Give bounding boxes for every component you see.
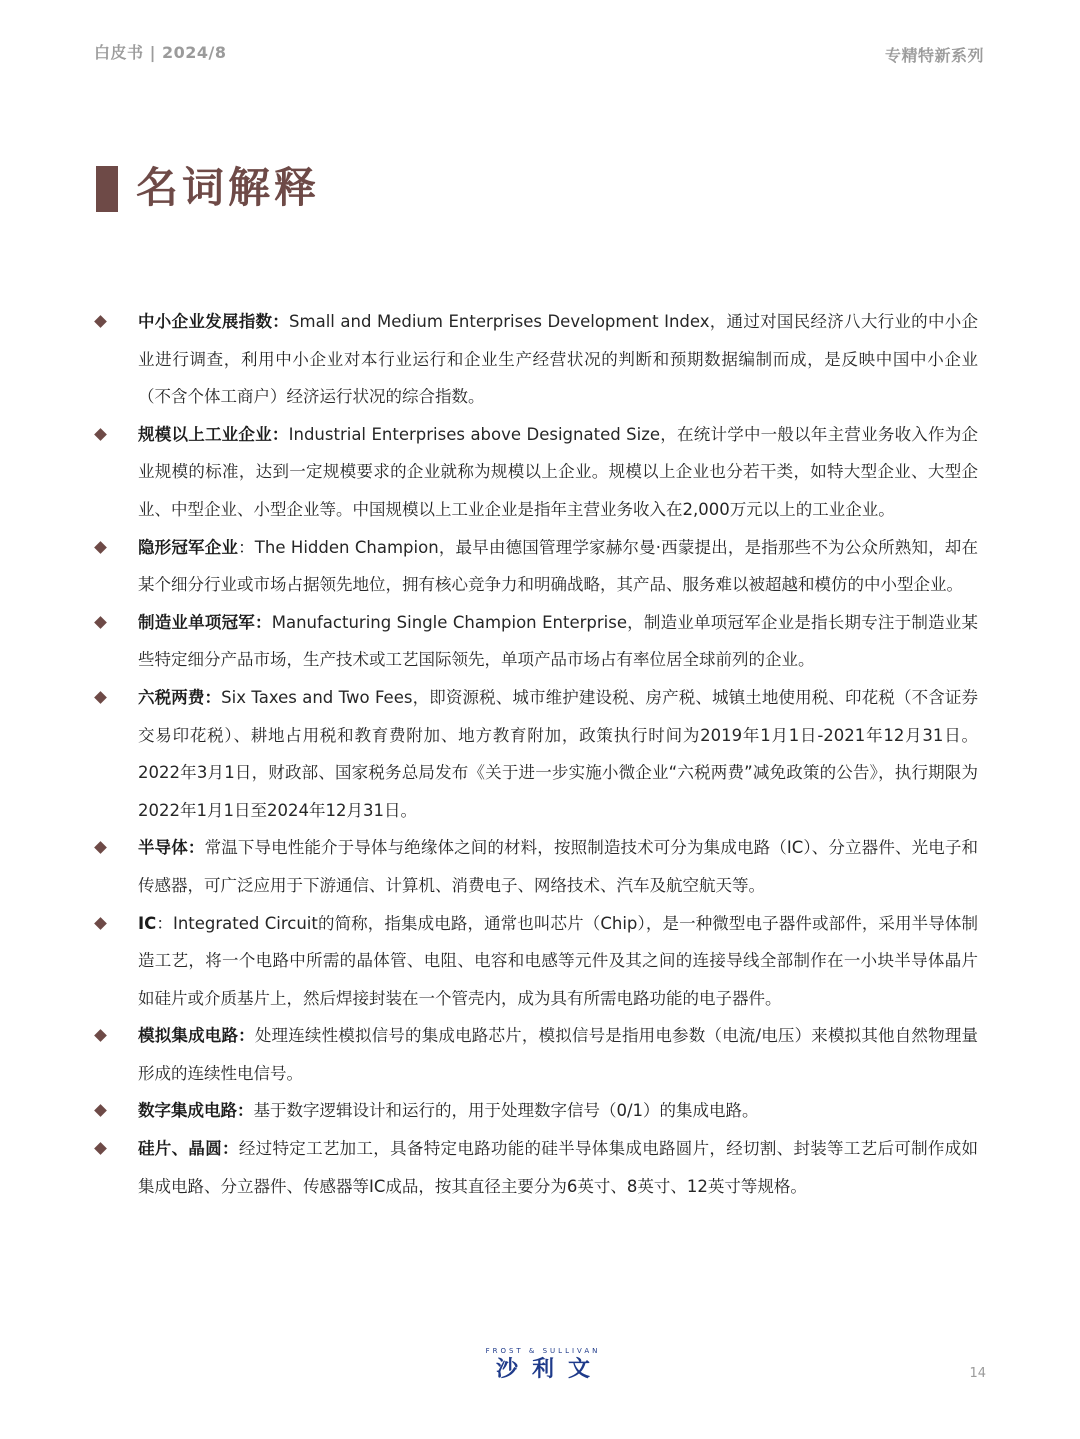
glossary-definition: 处理连续性模拟信号的集成电路芯片，模拟信号是指用电参数（电流/电压）来模拟其他自然物理量形成的连续性电信号。: [138, 1026, 979, 1083]
glossary-term: 模拟集成电路：: [138, 1026, 255, 1046]
glossary-definition: 经过特定工艺加工，具备特定电路功能的硅半导体集成电路圆片，经切割、封装等工艺后可制作成如集成电路、分立器件、传感器等IC成品，按其直径主要分为6英寸、8英寸、12英寸等规格。: [138, 1139, 979, 1196]
diamond-bullet-icon: [94, 1105, 107, 1118]
logo-english-text: FROST & SULLIVAN: [485, 1347, 601, 1355]
header-series-label: 专精特新系列: [884, 46, 984, 65]
diamond-bullet-icon: [94, 428, 107, 441]
glossary-definition: ：The Hidden Champion，最早由德国管理学家赫尔曼·西蒙提出，是指那些不为公众所熟知，却在某个细分行业或市场占据领先地位，拥有核心竞争力和明确战略，其产品、服务难以被超越和模仿的中小型企业。: [138, 537, 978, 595]
glossary-list: [96, 303, 978, 1205]
diamond-bullet-icon: [94, 616, 107, 629]
glossary-term: 数字集成电路：: [138, 1101, 254, 1121]
page-title: 名词解释: [136, 163, 321, 212]
glossary-item: [96, 529, 978, 604]
glossary-item: [96, 829, 978, 904]
diamond-bullet-icon: [94, 315, 107, 328]
header-report-label: 白皮书 | 2024/8: [94, 43, 227, 62]
page-number: 14: [969, 1366, 986, 1381]
glossary-term: 半导体：: [138, 838, 205, 858]
glossary-term: 制造业单项冠军：: [138, 612, 272, 632]
glossary-term: IC: [138, 913, 157, 933]
glossary-item: [96, 1130, 978, 1205]
glossary-item: [96, 679, 978, 829]
glossary-item: [96, 416, 978, 529]
glossary-definition: 基于数字逻辑设计和运行的，用于处理数字信号（0/1）的集成电路。: [253, 1101, 759, 1121]
glossary-definition: Industrial Enterprises above Designated Size，在统计学中一般以年主营业务收入作为企业规模的标准，达到一定规模要求的企业就称为规模以上企业。规模以上企业也分若干类，如特大型企业、大型企业、中型企业、小型企业等。中国规模以上工业企业是指年主营业务收入在2,000万元以上的工业企业。: [138, 424, 979, 519]
title-accent-bar: [96, 166, 118, 212]
glossary-definition: 常温下导电性能介于导体与绝缘体之间的材料，按照制造技术可分为集成电路（IC）、分立器件、光电子和传感器，可广泛应用于下游通信、计算机、消费电子、网络技术、汽车及航空航天等。: [138, 838, 979, 895]
diamond-bullet-icon: [94, 917, 107, 930]
glossary-definition: Small and Medium Enterprises Development Index，通过对国民经济八大行业的中小企业进行调查，利用中小企业对本行业运行和企业生产经营状况的判断和预期数据编制而成，是反映中国中小企业（不含个体工商户）经济运行状况的综合指数。: [138, 312, 979, 407]
glossary-definition: Manufacturing Single Champion Enterprise，制造业单项冠军企业是指长期专注于制造业某些特定细分产品市场，生产技术或工艺国际领先，单项产品市场占有率位居全球前列的企业。: [138, 612, 979, 670]
logo-chinese-text: 沙利文: [495, 1357, 604, 1382]
glossary-term: 隐形冠军企业: [138, 537, 239, 557]
glossary-term: 硅片、晶圆：: [138, 1139, 239, 1159]
diamond-bullet-icon: [94, 1029, 107, 1042]
frost-sullivan-logo: [470, 1346, 616, 1384]
diamond-bullet-icon: [94, 691, 107, 704]
glossary-term: 中小企业发展指数：: [138, 312, 290, 331]
diamond-bullet-icon: [94, 841, 107, 854]
glossary-definition: Six Taxes and Two Fees，即资源税、城市维护建设税、房产税、城镇土地使用税、印花税（不含证券交易印花税）、耕地占用税和教育费附加、地方教育附加，政策执行时间为2019年1月1日-2021年12月31日。2022年3月1日，财政部、国家税务总局发布《关于进一步实施小微企业“六税两费”减免政策的公告》，执行期限为2022年1月1日至2024年12月31日。: [138, 687, 978, 820]
glossary-term: 六税两费：: [138, 687, 222, 707]
diamond-bullet-icon: [94, 1142, 107, 1155]
glossary-term: 规模以上工业企业：: [138, 424, 289, 444]
glossary-item: [96, 604, 978, 679]
diamond-bullet-icon: [94, 541, 107, 554]
glossary-item: [96, 303, 978, 416]
glossary-item: [96, 1092, 978, 1130]
glossary-definition: ：Integrated Circuit的简称，指集成电路，通常也叫芯片（Chip），是一种微型电子器件或部件，采用半导体制造工艺，将一个电路中所需的晶体管、电阻、电容和电感等元件及其之间的连接导线全部制作在一小块半导体晶片如硅片或介质基片上，然后焊接封装在一个管壳内，成为具有所需电路功能的电子器件。: [138, 913, 978, 1008]
glossary-item: [96, 1017, 978, 1092]
glossary-item: [96, 905, 978, 1018]
